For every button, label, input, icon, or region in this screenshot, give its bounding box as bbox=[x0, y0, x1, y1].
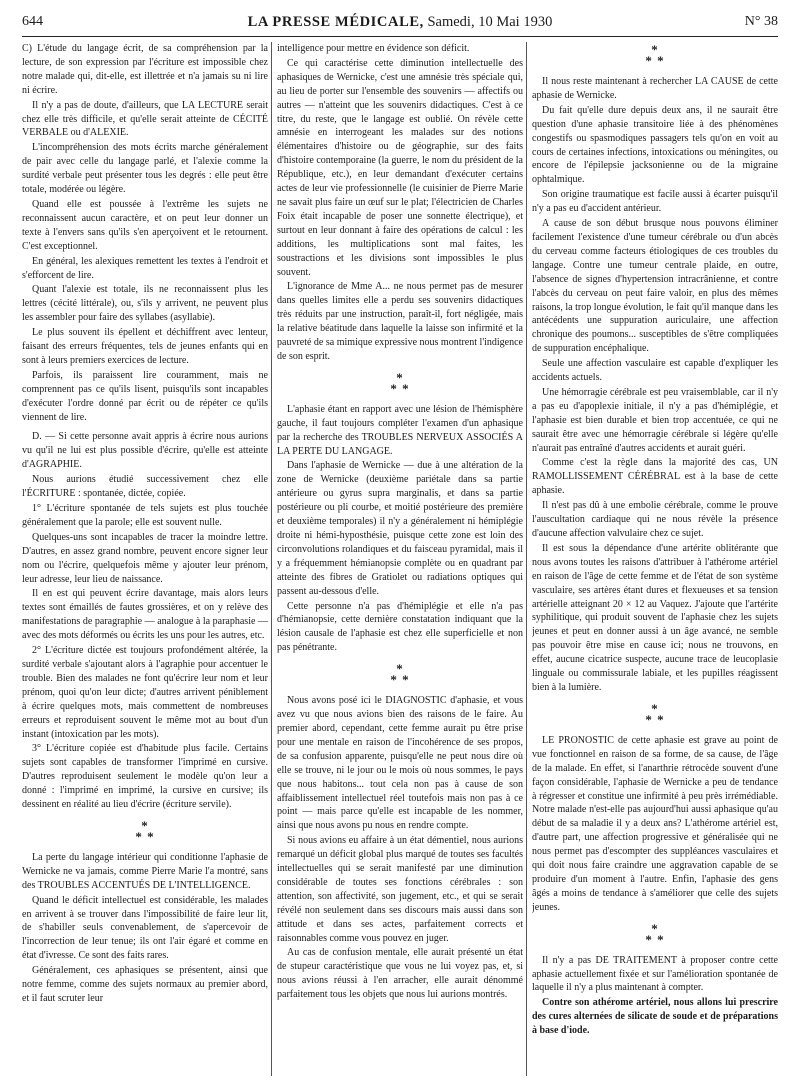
column-rule-right bbox=[526, 42, 527, 1076]
text-column-middle bbox=[277, 42, 523, 1078]
paragraph: Une hémorragie cérébrale est peu vraisemblable, car il n'y a pas eu d'apoplexie initiale, il n'y a pas d'hémiplégie, et l'aphasie est bien durable et bien trop accentuée, ce qui ne saurait être avec une hémorragie cérébrale si légère qu'elle n'aurait pas entraîné d'autres accidents et aurait guéri. bbox=[532, 386, 778, 454]
section-ornament: * * * bbox=[645, 920, 665, 947]
paragraph: Quand le déficit intellectuel est considérable, les malades en arrivent à se trouver dans l'impossibilité de faire leur lit, de s'habiller seuls convenablement, de s'apercevoir de l'incorrection de leur tenue; ils ont l'air égaré et comme en état d'ivresse. Ce sont des faits rares. bbox=[22, 894, 268, 962]
paragraph: Comme c'est la règle dans la majorité des cas, UN RAMOLLISSEMENT CÉRÉBRAL est à la base de cette aphasie. bbox=[532, 457, 778, 497]
paragraph: Quant l'alexie est totale, ils ne reconnaissent plus les lettres (cécité littérale), ou, s'ils y arrivent, ne peuvent plus les assembler pour faire des syllabes (asyllabie). bbox=[22, 284, 268, 324]
page-header bbox=[22, 14, 778, 37]
page-number: 644 bbox=[22, 14, 43, 29]
paragraph: Il n'y a pas de doute, d'ailleurs, que LA LECTURE serait chez elle très difficile, et qu'elle serait atteinte de CÉCITÉ VERBALE ou d'ALEXIE. bbox=[22, 99, 268, 139]
paragraph: La perte du langage intérieur qui conditionne l'aphasie de Wernicke ne va jamais, comme Pierre Marie l'a montré, sans des TROUBLES ACCENTUÉS DE L'INTELLIGENCE. bbox=[22, 851, 268, 891]
journal-title bbox=[22, 14, 778, 31]
paragraph: LE PRONOSTIC de cette aphasie est grave au point de vue fonctionnel en raison de sa forme, de sa cause, de l'âge de la malade. En effet, si l'anarthrie rétrocède souvent d'une façon considérable, l'aphasie de Wernicke a peu de tendance à régresser et constitue une infirmité à peu près irrémédiable. Notre malade n'est-elle pas aujourd'hui aussi aphasique qu'au début de sa maladie il y a deux ans? L'athérome artériel est, d'autre part, une affection progressive et généralisée qui ne nous permet pas d'escompter des suppléances vasculaires et qui doit nous faire craindre une aggravation capable de se produire d'un moment à l'autre. Enfin, l'aphasie des gens âgés a moins de tendance à s'améliorer que celle des sujets jeunes. bbox=[532, 734, 778, 913]
paragraph: L'ignorance de Mme A... ne nous permet pas de mesurer dans quelles limites elle a perdu ses souvenirs didactiques très réduits par une instruction, paraît-il, fort négligée, mais la relative béatitude dans laquelle la laisse son infirmité et la pauvreté de sa mimique expressive nous montrent l'indigence de son esprit. bbox=[277, 281, 523, 362]
issue-date: Samedi, 10 Mai 1930 bbox=[427, 14, 553, 30]
paragraph: Ce qui caractérise cette diminution intellectuelle des aphasiques de Wernicke, c'est une amnésie très spéciale qui, au lieu de porter sur l'ensemble des souvenirs — affectifs ou autres — n'atteint que les souvenirs didactiques. C'est à ce titre, du reste, que le langage est oublié. On révèle cette amnésie en interrogeant les malades sur des notions élémentaires d'histoire ou de géographie, sur des faits d'histoire contemporaine (la guerre, le nom du président de la République, etc.), en leur demandant d'exécuter certains actes de leur vie professionnelle (le cuisinier de Pierre Marie ne savait plus faire un œuf sur le plat; l'électricien de Charles Foix était incapable de poser une sonnette électrique), et surtout en leur donnant à faire des opérations de calcul : les additions, les multiplications sont mal faites, les soustractions et les divisions sont impossibles le plus souvent. bbox=[277, 57, 523, 278]
section-ornament: * * * bbox=[645, 42, 665, 68]
paragraph: Il est sous la dépendance d'une artérite oblitérante que nous avons toutes les raisons d'attribuer à l'athérome artériel en raison de l'âge de cette femme et de l'état de son système vasculaire, ses artères étant dures et flexueuses et sa tension artérielle atteignant 20 × 12 au Vaquez. J'ajoute que l'artérite syphilitique, qui produit souvent de l'aphasie chez les sujets jeunes et peut en donner aussi à un âge avancé, ne semble pas pouvoir être mise en cause ici; nous ne trouvons, en effet, aucune cicatrice suspecte, aucune trace de leucoplasie linguale ou commissurale labiale, et les pupilles réagissent bien à la lumière. bbox=[532, 542, 778, 693]
paragraph: L'incompréhension des mots écrits marche généralement de pair avec celle du langage parlé, et l'alexie comme la surdité verbale peut présenter tous les degrés : elle peut être totale, modérée ou légère. bbox=[22, 142, 268, 196]
paragraph: Parfois, ils paraissent lire couramment, mais ne comprennent pas ce qu'ils lisent, puisqu'ils sont incapables d'exécuter l'ordre donné par écrit ou de répéter ce qu'ils viennent de lire. bbox=[22, 369, 268, 423]
paragraph: Du fait qu'elle dure depuis deux ans, il ne saurait être question d'une aphasie transitoire liée à des phénomènes congestifs ou spasmodiques passagers tels qu'on en voit au cours de certaines infections, intoxications ou méningites, ou encore de l'épilepsie jacksonienne ou de la migraine ophtalmique. bbox=[532, 104, 778, 186]
section-ornament: * * * bbox=[390, 661, 410, 688]
paragraph: Dans l'aphasie de Wernicke — due à une altération de la zone de Wernicke (deuxième pariétale dans sa partie antérieure ou gyrus supra marginalis, et dans sa partie postérieure ou pli courbe, et moitié postérieure des première et deuxième temporales) il n'y a généralement ni hémiplégie droite ni hémi-hyposthésie, puisque cette zone est loin des circonvolutions rolandiques et du faisceau pyramidal, mais il y a fréquemment hémianopsie complète ou en quadrant par atteinte des fibres de Gratiolet ou radiations optiques qui passent au-dessous d'elle. bbox=[277, 460, 523, 597]
paragraph: Au cas de confusion mentale, elle aurait présenté un état de stupeur caractéristique que vous ne lui voyez pas, et, si nous avions réussi à l'en arracher, elle aurait dénommé parfaitement tous les objets que nous lui aurions montrés. bbox=[277, 947, 523, 1001]
column-rule-left bbox=[271, 42, 272, 1076]
journal-name: LA PRESSE MÉDICALE, bbox=[247, 14, 424, 30]
paragraph: 1° L'écriture spontanée de tels sujets est plus touchée généralement que la parole; elle est souvent nulle. bbox=[22, 503, 268, 528]
section-ornament: * * * bbox=[135, 817, 155, 844]
paragraph: intelligence pour mettre en évidence son déficit. bbox=[277, 43, 470, 54]
paragraph: Son origine traumatique est facile aussi à écarter puisqu'il n'y a pas eu d'accident antérieur. bbox=[532, 189, 778, 215]
paragraph: Si nous avions eu affaire à un état démentiel, nous aurions remarqué un déficit global plus marqué de toutes ses facultés intellectuelles qui se serait manifesté par une diminution considérable de toutes ses fonctions cérébrales : son attention, son affectivité, son jugement, etc., et qui se serait révélé non seulement dans ses discours mais aussi dans son attitude et dans ses actes, parfaitement corrects et raisonnables comme vous pouvez en juger. bbox=[277, 835, 523, 944]
paragraph: Il nous reste maintenant à rechercher LA CAUSE de cette aphasie de Wernicke. bbox=[532, 76, 778, 101]
paragraph: A cause de son début brusque nous pouvons éliminer facilement l'existence d'une tumeur cérébrale ou d'un abcès du cerveau comme facteurs étiologiques de ces troubles du langage. Contre une tumeur centrale plaide, en outre, l'absence de signes d'hypertension intracrânienne, et contre l'abcès du cerveau on peut faire valoir, en plus des mêmes raisons, la trop longue évolution, le fait qu'il manque dans les antécédents une suppuration auriculaire, une affection chronique des poumons... susceptibles de s'être compliquées de suppuration encéphalique. bbox=[532, 218, 778, 355]
paragraph: Nous aurions étudié successivement chez elle l'ÉCRITURE : spontanée, dictée, copiée. bbox=[22, 474, 268, 500]
issue-number: N° 38 bbox=[744, 14, 778, 29]
text-column-left bbox=[22, 42, 268, 1078]
paragraph: C) L'étude du langage écrit, de sa compréhension par la lecture, de son expression par l'écriture est impossible chez notre malade qui, dit-elle, est illettrée et n'a jamais su ni lire ni écrire. bbox=[22, 43, 268, 96]
paragraph: Il n'y a pas DE TRAITEMENT à proposer contre cette aphasie actuellement fixée et sur l'amélioration spontanée de laquelle il n'y a plus maintenant à compter. bbox=[532, 954, 778, 994]
paragraph: Seule une affection vasculaire est capable d'expliquer les accidents actuels. bbox=[532, 358, 778, 384]
paragraph: Quelques-uns sont incapables de tracer la moindre lettre. D'autres, en assez grand nombre, peuvent encore signer leur nom ou l'écrire, quelquefois même y ajouter leur prénom, leur adresse, leur lieu de naissance. bbox=[22, 531, 268, 585]
paragraph: Il n'est pas dû à une embolie cérébrale, comme le prouve l'auscultation cardiaque qui ne nous révèle la présence d'aucune affection valvulaire chez ce sujet. bbox=[532, 500, 778, 539]
paragraph: D. — Si cette personne avait appris à écrire nous aurions vu qu'il ne lui est plus possible d'écrire, qu'elle est atteinte d'AGRAPHIE. bbox=[22, 431, 268, 471]
section-ornament: * * * bbox=[390, 369, 410, 396]
paragraph: Cette personne n'a pas d'hémiplégie et elle n'a pas d'hémianopsie, cette dernière constatation indiquant que la lésion causale de l'aphasie est chez elle superficielle et non pas pénétrante. bbox=[277, 600, 523, 654]
section-ornament: * * * bbox=[645, 700, 665, 727]
text-column-right bbox=[532, 42, 778, 1078]
paragraph: En général, les alexiques remettent les textes à l'endroit et s'efforcent de lire. bbox=[22, 255, 268, 281]
paragraph: Généralement, ces aphasiques se présentent, ainsi que notre femme, comme des sujets normaux au premier abord, et il faut scruter leur bbox=[22, 965, 268, 1004]
paragraph: Le plus souvent ils épellent et déchiffrent avec lenteur, faisant des erreurs fréquentes, tels de jeunes enfants qui en sont à leurs premiers exercices de lecture. bbox=[22, 327, 268, 366]
paragraph: Quand elle est poussée à l'extrême les sujets ne reconnaissent aucun caractère, et on peut leur donner un texte à l'envers sans qu'ils s'en aperçoivent et le retournent. C'est exceptionnel. bbox=[22, 198, 268, 252]
paragraph: L'aphasie étant en rapport avec une lésion de l'hémisphère gauche, il faut toujours compléter l'examen d'un aphasique par la recherche des TROUBLES NERVEUX ASSOCIÉS A LA PERTE DU LANGAGE. bbox=[277, 403, 523, 457]
paragraph: Contre son athérome artériel, nous allons lui prescrire des cures alternées de silicate de soude et de préparations à base d'iode. bbox=[532, 997, 778, 1037]
paragraph: 3° L'écriture copiée est d'habitude plus facile. Certains sujets sont capables de transformer l'imprimé en cursive. D'autres reproduisent seulement le modèle qu'on leur a donné : l'imprimé en imprimé, la cursive en cursive; ils dessinent en réalité au lieu d'écrire (écriture servile). bbox=[22, 743, 268, 811]
paragraph: 2° L'écriture dictée est toujours profondément altérée, la surdité verbale s'ajoutant alors à l'agraphie pour accentuer le trouble. Bien des malades ne font qu'écrire leur nom et leur prénom, quoi qu'on leur dicte; d'autres arrivent péniblement à écrire quelques mots, mais commettent de nombreuses erreurs et reproduisent souvent le même mot au bout d'un instant (intoxication par les mots). bbox=[22, 645, 268, 740]
paragraph: Nous avons posé ici le DIAGNOSTIC d'aphasie, et vous avez vu que nous avions bien des raisons de le faire. Au premier abord, cependant, cette femme aurait pu être prise pour une mentale en raison de l'incohérence de ses propos, de sa confusion apparente, puisqu'elle ne peut nous dire où elle se trouve, ni le jour ou le mois où nous sommes, le pays que nous habitons... tout cela non pas à cause de son affaiblissement intellectuel réel toutefois mais non pas à ce point — mais parce qu'elle est incapable de les nommer, ainsi que nous avons pu nous en rendre compte. bbox=[277, 695, 523, 832]
paragraph: Il en est qui peuvent écrire davantage, mais alors leurs textes sont émaillés de fautes grossières, et on y relève des manifestations de paragraphie — analogue à la paraphasie — avec des mots déformés ou écrits les uns pour les autres, etc. bbox=[22, 588, 268, 642]
